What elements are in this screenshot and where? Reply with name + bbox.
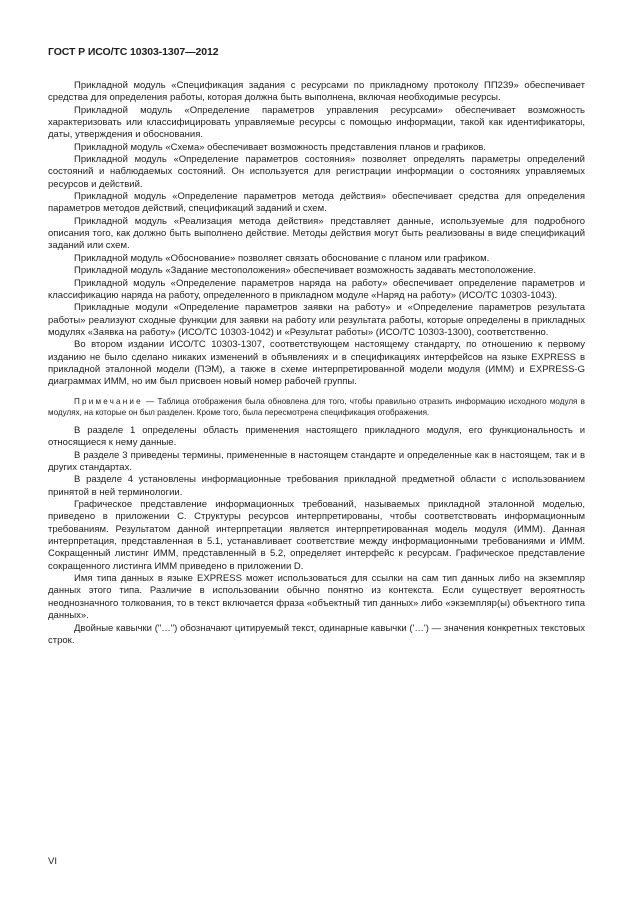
body-paragraph: Прикладной модуль «Определение параметров наряда на работу» обеспечивает определение параметров и классификацию наряда на работу, определенного в прикладном модуле «Наряд на работу» (ИСО/ТС 10303-1043). [48,277,585,301]
body-paragraph: Во втором издании ИСО/ТС 10303-1307, соответствующем настоящему стандарту, по отношению к первому изданию не было сделано никаких изменений в объявлениях и в спецификациях интерфейсов на языке EXPRESS в прикладной эталонной модели (ПЭМ), а также в схеме интерпретированной модели модуля (ИММ) и EXPRESS-G диаграммах ИММ, но им был присвоен новый номер рабочей группы. [48,339,585,388]
body-paragraph: Прикладные модули «Определение параметров заявки на работу» и «Определение параметров результата работы» реализуют сходные функции для заявки на работу или результата работы, которые определены в прикладных модулях «Заявка на работу» (ИСО/ТС 10303-1042) и «Результат работы» (ИСО/ТС 10303-1300), соответственно. [48,302,585,338]
body-paragraph: Графическое представление информационных требований, называемых прикладной эталонной моделью, приведено в приложении C. Структуры ресурсов интерпретированы, чтобы соответствовать информационным требованиям. Результатом данной интерпретации является интерпретированная модель модуля (ИММ). Данная интерпретация, представленная в 5.1, устанавливает соответствие между информационными требованиями и ИММ. Сокращенный листинг ИММ, представленный в 5.2, определяет интерфейс к ресурсам. Графическое представление сокращенного листинга ИММ приведено в приложении D. [48,499,585,572]
paragraph-group-structure [48,425,585,647]
body-paragraph: Прикладной модуль «Реализация метода действия» представляет данные, используемые для подробного описания того, как должно быть выполнено действие. Методы действия могут быть реализованы в виде спецификаций заданий или схем. [48,215,585,252]
body-paragraph: Прикладной модуль «Обоснование» позволяет связать обоснование с планом или графиком. [74,252,490,264]
body-paragraph: Двойные кавычки ("…") обозначают цитируемый текст, одинарные кавычки ('…') — значения конкретных текстовых строк. [48,622,585,646]
body-paragraph: Прикладной модуль «Определение параметров управления ресурсами» обеспечивает возможность характеризовать или классифицировать управляемые ресурсы с помощью информации, такой как идентификаторы, даты, утверждения и обоснования. [48,104,585,141]
note-paragraph [48,396,585,418]
body-paragraph: Прикладной модуль «Определение параметров метода действия» обеспечивает средства для определения параметров методов действий, спецификаций заданий и схем. [48,191,585,215]
body-paragraph: Прикладной модуль «Задание местоположения» обеспечивает возможность задавать местоположение. [74,265,536,277]
body-paragraph: Прикладной модуль «Определение параметров состояния» позволяет определять параметры определений состояний и наблюдаемых состояний. Он используется для регистрации информации о состояниях управляемых ресурсов и действий. [48,154,585,190]
document-body [48,80,585,647]
body-paragraph: Имя типа данных в языке EXPRESS может использоваться для ссылки на сам тип данных либо на экземпляр данных этого типа. Различие в использовании обычно понятно из контекста. Если существует вероятность неоднозначного толкования, то в текст включается фраза «объектный тип данных» либо «экземпляр(ы) объектного типа данных». [48,573,585,622]
body-paragraph: Прикладной модуль «Спецификация задания с ресурсами по прикладному протоколу ПП239» обеспечивает средства для определения работы, которая должна быть выполнена, включая необходимые ресурсы. [48,80,585,104]
body-paragraph: В разделе 4 установлены информационные требования прикладной предметной области с использованием принятой в ней терминологии. [48,474,585,498]
document-header: ГОСТ Р ИСО/ТС 10303-1307—2012 [48,46,219,58]
note-label: Примечание [74,396,143,406]
paragraph-group-intro [48,80,585,389]
body-paragraph: Прикладной модуль «Схема» обеспечивает возможность представления планов и графиков. [74,141,486,153]
body-paragraph: В разделе 3 приведены термины, примененные в настоящем стандарте и определенные как в настоящем, так и в других стандартах. [48,449,585,474]
page-number: VI [48,856,57,867]
note-text: — Таблица отображения была обновлена для того, чтобы правильно отразить информацию исходного модуля в модулях, на которые он был разделен. Кроме того, была пересмотрена спецификация отображения. [48,396,585,417]
body-paragraph: В разделе 1 определены область применения настоящего прикладного модуля, его функциональность и относящиеся к нему данные. [48,425,585,449]
